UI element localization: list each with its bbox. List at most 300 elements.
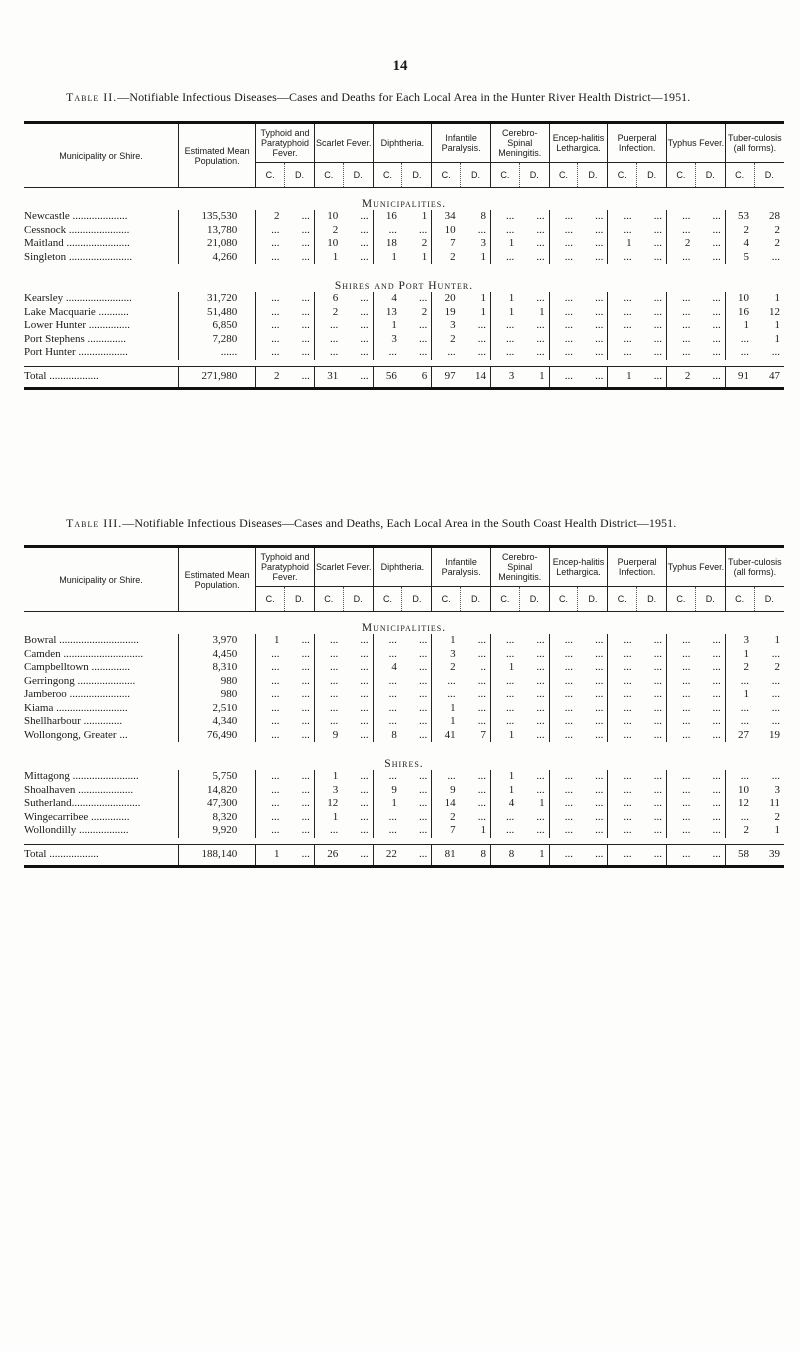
deaths-value: ... xyxy=(595,332,604,345)
table-row xyxy=(24,648,784,662)
deaths-value: ... xyxy=(360,332,369,345)
area-name: Kiama .......................... xyxy=(24,701,128,714)
section-title: Shires and Port Hunter. xyxy=(334,280,474,292)
deaths-value: ... xyxy=(301,250,310,263)
cases-value: ... xyxy=(549,292,578,306)
cases-value: ... xyxy=(549,702,578,716)
deaths-header: D. xyxy=(637,163,667,188)
cases-value: 10 xyxy=(725,784,754,798)
deaths-header: D. xyxy=(285,587,315,612)
cases-value: ... xyxy=(256,729,285,743)
cases-header: C. xyxy=(725,163,754,188)
cases-value: 58 xyxy=(725,845,754,867)
deaths-value: ... xyxy=(419,783,428,796)
deaths-value: ... xyxy=(419,688,428,701)
deaths-value: ... xyxy=(536,250,545,263)
cases-value: ... xyxy=(256,770,285,784)
deaths-value: ... xyxy=(419,647,428,660)
deaths-value: 2 xyxy=(421,237,428,250)
cases-value: 1 xyxy=(314,251,343,265)
deaths-header: D. xyxy=(343,163,373,188)
cases-value: ... xyxy=(667,824,696,838)
deaths-value: ... xyxy=(595,810,604,823)
cases-value: ... xyxy=(608,702,637,716)
cases-value: ... xyxy=(549,306,578,320)
table-row xyxy=(24,675,784,689)
cases-value: ... xyxy=(256,319,285,333)
table-row xyxy=(24,824,784,838)
deaths-value: ... xyxy=(419,661,428,674)
deaths-value: ... xyxy=(653,783,663,796)
deaths-value: ... xyxy=(712,210,721,223)
deaths-value: ... xyxy=(712,661,721,674)
cases-value: ... xyxy=(667,770,696,784)
cases-value: ... xyxy=(608,675,637,689)
disease-header: Infantile Paralysis. xyxy=(432,548,491,587)
cases-value: 1 xyxy=(490,292,519,306)
deaths-value: ... xyxy=(653,810,663,823)
cases-value: 2 xyxy=(725,224,754,238)
deaths-value: ... xyxy=(536,223,545,236)
deaths-header: D. xyxy=(578,587,608,612)
cases-value: 34 xyxy=(432,210,461,224)
deaths-value: 19 xyxy=(769,728,780,741)
deaths-value: ... xyxy=(477,701,486,714)
deaths-value: ... xyxy=(477,319,486,332)
deaths-value: ... xyxy=(653,210,663,223)
deaths-value: ... xyxy=(595,701,604,714)
cases-value: ... xyxy=(608,319,637,333)
deaths-value: ... xyxy=(653,674,663,687)
deaths-value: ... xyxy=(653,770,663,783)
deaths-value: ... xyxy=(595,210,604,223)
deaths-value: ... xyxy=(536,674,545,687)
deaths-value: ... xyxy=(771,688,780,701)
cases-header: C. xyxy=(490,587,519,612)
deaths-value: ... xyxy=(536,728,545,741)
cases-value: ... xyxy=(549,367,578,389)
area-name: Total .................. xyxy=(24,848,99,860)
deaths-value: 2 xyxy=(421,305,428,318)
deaths-value: 47 xyxy=(769,370,780,382)
cases-value: ... xyxy=(608,661,637,675)
area-name: Bowral ............................. xyxy=(24,634,139,647)
deaths-value: ... xyxy=(477,223,486,236)
area-name: Jamberoo ...................... xyxy=(24,688,131,701)
cases-value: ... xyxy=(549,770,578,784)
deaths-value: 2 xyxy=(774,810,780,823)
cases-value: ... xyxy=(667,224,696,238)
cases-value: ... xyxy=(256,346,285,360)
cases-value: ... xyxy=(490,675,519,689)
deaths-value: ... xyxy=(653,237,663,250)
table-3-caption xyxy=(66,516,676,531)
table-2-label: Table II. xyxy=(66,90,118,104)
cases-value: 10 xyxy=(314,237,343,251)
deaths-value: ... xyxy=(653,370,663,382)
cases-value: ... xyxy=(314,661,343,675)
cases-value: 7 xyxy=(432,824,461,838)
section-title: Shires. xyxy=(384,758,424,770)
deaths-value: ... xyxy=(595,728,604,741)
deaths-value: ... xyxy=(360,210,369,223)
deaths-value: 1 xyxy=(421,250,428,263)
area-name: Singleton ....................... xyxy=(24,250,133,263)
deaths-value: ... xyxy=(653,701,663,714)
cases-value: ... xyxy=(549,811,578,825)
cases-value: ... xyxy=(549,634,578,648)
deaths-value: ... xyxy=(360,783,369,796)
cases-value: ... xyxy=(256,648,285,662)
deaths-value: ... xyxy=(301,701,310,714)
cases-value: ... xyxy=(373,346,402,360)
cases-value: ... xyxy=(549,661,578,675)
cases-value: ... xyxy=(608,224,637,238)
cases-value: ... xyxy=(256,688,285,702)
table-row xyxy=(24,251,784,265)
cases-value: ... xyxy=(490,251,519,265)
cases-value: 1 xyxy=(490,306,519,320)
cases-header: C. xyxy=(608,163,637,188)
cases-value: 16 xyxy=(373,210,402,224)
cases-value: ... xyxy=(608,648,637,662)
deaths-value: ... xyxy=(301,319,310,332)
deaths-value: ... xyxy=(536,332,545,345)
deaths-header: D. xyxy=(519,587,549,612)
deaths-value: ... xyxy=(712,634,721,647)
deaths-value: ... xyxy=(419,770,428,783)
disease-header: Puerperal Infection. xyxy=(608,548,667,587)
cases-value: ... xyxy=(549,346,578,360)
cases-value: 19 xyxy=(432,306,461,320)
deaths-value: ... xyxy=(595,292,604,305)
deaths-header: D. xyxy=(637,587,667,612)
area-name: Sutherland......................... xyxy=(24,797,141,810)
deaths-value: 7 xyxy=(480,728,486,741)
deaths-value: ... xyxy=(360,797,369,810)
deaths-value: 1 xyxy=(480,305,486,318)
deaths-value: ... xyxy=(712,848,721,860)
cases-value: 1 xyxy=(373,797,402,811)
deaths-value: ... xyxy=(419,810,428,823)
deaths-value: 2 xyxy=(774,661,780,674)
cases-value: ... xyxy=(314,688,343,702)
table-row xyxy=(24,715,784,729)
cases-value: ... xyxy=(725,333,754,347)
cases-value: ... xyxy=(314,319,343,333)
deaths-value: 1 xyxy=(421,210,428,223)
cases-value: 1 xyxy=(608,367,637,389)
cases-value: ... xyxy=(314,675,343,689)
deaths-value: ... xyxy=(653,223,663,236)
deaths-value: ... xyxy=(360,237,369,250)
cases-value: 2 xyxy=(256,210,285,224)
cases-value: ... xyxy=(490,346,519,360)
population-value: 21,080 xyxy=(178,237,255,251)
cases-header: C. xyxy=(314,163,343,188)
cases-value: ... xyxy=(608,333,637,347)
disease-header: Cerebro-Spinal Meningitis. xyxy=(490,548,549,587)
cases-value: ... xyxy=(608,634,637,648)
deaths-value: ... xyxy=(712,346,721,359)
cases-value: ... xyxy=(549,333,578,347)
cases-value: ... xyxy=(667,675,696,689)
deaths-value: ... xyxy=(360,824,369,837)
table-2-caption xyxy=(66,90,690,105)
cases-value: 18 xyxy=(373,237,402,251)
cases-value: 9 xyxy=(314,729,343,743)
deaths-value: ... xyxy=(477,688,486,701)
cases-value: ... xyxy=(373,811,402,825)
deaths-value: ... xyxy=(301,824,310,837)
cases-value: ... xyxy=(256,811,285,825)
cases-value: 3 xyxy=(314,784,343,798)
deaths-value: ... xyxy=(301,346,310,359)
cases-value: ... xyxy=(373,824,402,838)
section-title: Municipalities. xyxy=(361,198,447,210)
cases-value: ... xyxy=(549,729,578,743)
deaths-value: ... xyxy=(419,223,428,236)
deaths-header: D. xyxy=(695,163,725,188)
cases-value: ... xyxy=(490,811,519,825)
deaths-value: ... xyxy=(477,783,486,796)
cases-value: 14 xyxy=(432,797,461,811)
cases-value: ... xyxy=(314,702,343,716)
cases-value: ... xyxy=(490,210,519,224)
disease-header: Typhoid and Paratyphoid Fever. xyxy=(256,548,315,587)
cases-value: ... xyxy=(373,648,402,662)
cases-value: 2 xyxy=(432,661,461,675)
deaths-value: ... xyxy=(536,634,545,647)
deaths-value: ... xyxy=(771,250,780,263)
deaths-value: ... xyxy=(360,661,369,674)
cases-value: ... xyxy=(667,845,696,867)
deaths-value: 8 xyxy=(480,210,486,223)
table-row xyxy=(24,688,784,702)
table-row xyxy=(24,319,784,333)
deaths-header: D. xyxy=(695,587,725,612)
cases-value: 1 xyxy=(256,845,285,867)
deaths-value: 1 xyxy=(480,824,486,837)
cases-value: ... xyxy=(549,224,578,238)
deaths-value: ... xyxy=(595,647,604,660)
deaths-value: ... xyxy=(712,701,721,714)
cases-value: 12 xyxy=(725,797,754,811)
cases-value: 9 xyxy=(373,784,402,798)
deaths-value: ... xyxy=(712,783,721,796)
deaths-value: ... xyxy=(360,715,369,728)
population-value: 980 xyxy=(178,688,255,702)
population-value: 4,260 xyxy=(178,251,255,265)
deaths-value: ... xyxy=(771,701,780,714)
deaths-value: ... xyxy=(360,688,369,701)
cases-value: ... xyxy=(608,784,637,798)
section-title: Municipalities. xyxy=(361,622,447,634)
cases-value: 4 xyxy=(373,661,402,675)
deaths-value: ... xyxy=(301,647,310,660)
cases-value: ... xyxy=(490,319,519,333)
cases-value: ... xyxy=(314,346,343,360)
cases-value: ... xyxy=(608,824,637,838)
deaths-value: ... xyxy=(419,715,428,728)
deaths-header: D. xyxy=(461,587,491,612)
table-3-title: —Notifiable Infectious Diseases—Cases and Deaths, Each Local Area in the South Coast Health District—1951. xyxy=(122,516,677,530)
cases-header: C. xyxy=(549,163,578,188)
municipality-header: Municipality or Shire. xyxy=(59,574,143,585)
table-3 xyxy=(24,545,784,868)
area-name: Mittagong ........................ xyxy=(24,770,139,783)
cases-value: 12 xyxy=(314,797,343,811)
cases-value: ... xyxy=(549,784,578,798)
deaths-value: ... xyxy=(536,770,545,783)
table-row xyxy=(24,702,784,716)
deaths-value: ... xyxy=(771,770,780,783)
population-value: 2,510 xyxy=(178,702,255,716)
disease-header: Puerperal Infection. xyxy=(608,124,667,163)
cases-value: 8 xyxy=(373,729,402,743)
deaths-value: ... xyxy=(712,237,721,250)
deaths-value: ... xyxy=(771,674,780,687)
cases-value: 2 xyxy=(432,811,461,825)
cases-value: ... xyxy=(256,251,285,265)
deaths-value: ... xyxy=(712,715,721,728)
cases-value: ... xyxy=(549,675,578,689)
population-value: 8,320 xyxy=(178,811,255,825)
population-value: ...... xyxy=(178,346,255,360)
area-name: Wollongong, Greater ... xyxy=(24,728,128,741)
deaths-value: ... xyxy=(301,634,310,647)
cases-value: ... xyxy=(432,346,461,360)
population-value: 31,720 xyxy=(178,292,255,306)
table-row xyxy=(24,210,784,224)
deaths-header: D. xyxy=(343,587,373,612)
cases-value: ... xyxy=(608,210,637,224)
deaths-value: ... xyxy=(536,292,545,305)
cases-value: ... xyxy=(432,688,461,702)
cases-value: 1 xyxy=(490,237,519,251)
deaths-value: ... xyxy=(771,715,780,728)
population-value: 980 xyxy=(178,675,255,689)
cases-value: ... xyxy=(608,292,637,306)
deaths-value: ... xyxy=(712,688,721,701)
deaths-value: ... xyxy=(301,292,310,305)
header-row xyxy=(24,548,784,587)
cases-value: 26 xyxy=(314,845,343,867)
area-name: Kearsley ........................ xyxy=(24,292,132,305)
deaths-value: ... xyxy=(653,647,663,660)
cases-value: 1 xyxy=(314,811,343,825)
cases-value: 1 xyxy=(490,784,519,798)
cases-value: ... xyxy=(608,306,637,320)
cases-value: ... xyxy=(256,237,285,251)
municipality-header: Municipality or Shire. xyxy=(59,150,143,161)
deaths-value: ... xyxy=(712,223,721,236)
disease-header: Diphtheria. xyxy=(373,548,432,587)
deaths-value: ... xyxy=(595,319,604,332)
deaths-value: ... xyxy=(477,797,486,810)
cases-value: 1 xyxy=(725,688,754,702)
deaths-value: ... xyxy=(653,305,663,318)
table-row xyxy=(24,784,784,798)
deaths-value: ... xyxy=(653,292,663,305)
cases-value: ... xyxy=(432,770,461,784)
deaths-value: ... xyxy=(595,715,604,728)
cases-value: ... xyxy=(725,346,754,360)
deaths-value: ... xyxy=(595,674,604,687)
cases-value: ... xyxy=(373,770,402,784)
deaths-value: 8 xyxy=(480,848,486,860)
cases-value: 2 xyxy=(432,251,461,265)
deaths-value: ... xyxy=(595,661,604,674)
population-value: 8,310 xyxy=(178,661,255,675)
cases-value: ... xyxy=(725,702,754,716)
deaths-value: 2 xyxy=(774,237,780,250)
cases-value: ... xyxy=(667,702,696,716)
header-row xyxy=(24,124,784,163)
cases-value: 1 xyxy=(608,237,637,251)
deaths-value: ... xyxy=(712,319,721,332)
cases-value: 7 xyxy=(432,237,461,251)
population-value: 188,140 xyxy=(178,845,255,867)
area-name: Port Stephens .............. xyxy=(24,332,127,345)
deaths-header: D. xyxy=(402,587,432,612)
cases-value: 3 xyxy=(373,333,402,347)
deaths-value: ... xyxy=(477,810,486,823)
cases-value: ... xyxy=(608,770,637,784)
cases-header: C. xyxy=(256,587,285,612)
cases-value: ... xyxy=(549,648,578,662)
disease-header: Scarlet Fever. xyxy=(314,548,373,587)
deaths-value: 2 xyxy=(774,223,780,236)
cases-value: 2 xyxy=(314,306,343,320)
deaths-value: ... xyxy=(595,783,604,796)
cases-value: ... xyxy=(373,688,402,702)
deaths-value: ... xyxy=(653,688,663,701)
cases-header: C. xyxy=(314,587,343,612)
deaths-value: ... xyxy=(360,346,369,359)
deaths-value: ... xyxy=(360,770,369,783)
cases-value: ... xyxy=(667,715,696,729)
deaths-value: ... xyxy=(595,848,604,860)
deaths-value: ... xyxy=(419,634,428,647)
area-name: Shoalhaven .................... xyxy=(24,783,134,796)
deaths-header: D. xyxy=(754,163,784,188)
deaths-value: ... xyxy=(653,661,663,674)
population-value: 3,970 xyxy=(178,634,255,648)
population-header: Estimated Mean Population. xyxy=(178,548,255,612)
deaths-value: ... xyxy=(712,797,721,810)
disease-header: Typhoid and Paratyphoid Fever. xyxy=(256,124,315,163)
deaths-value: ... xyxy=(536,237,545,250)
cases-value: 56 xyxy=(373,367,402,389)
deaths-value: 11 xyxy=(769,797,780,810)
disease-header: Typhus Fever. xyxy=(667,548,726,587)
cases-value: ... xyxy=(256,702,285,716)
cases-value: ... xyxy=(490,688,519,702)
deaths-value: ... xyxy=(712,292,721,305)
deaths-value: ... xyxy=(419,824,428,837)
deaths-value: ... xyxy=(301,674,310,687)
cases-value: ... xyxy=(549,237,578,251)
cases-value: 9 xyxy=(432,784,461,798)
table-row xyxy=(24,367,784,389)
cases-header: C. xyxy=(667,587,696,612)
cases-value: 4 xyxy=(725,237,754,251)
cases-value: ... xyxy=(667,292,696,306)
cases-value: 1 xyxy=(490,661,519,675)
table-row xyxy=(24,811,784,825)
cases-value: ... xyxy=(667,319,696,333)
